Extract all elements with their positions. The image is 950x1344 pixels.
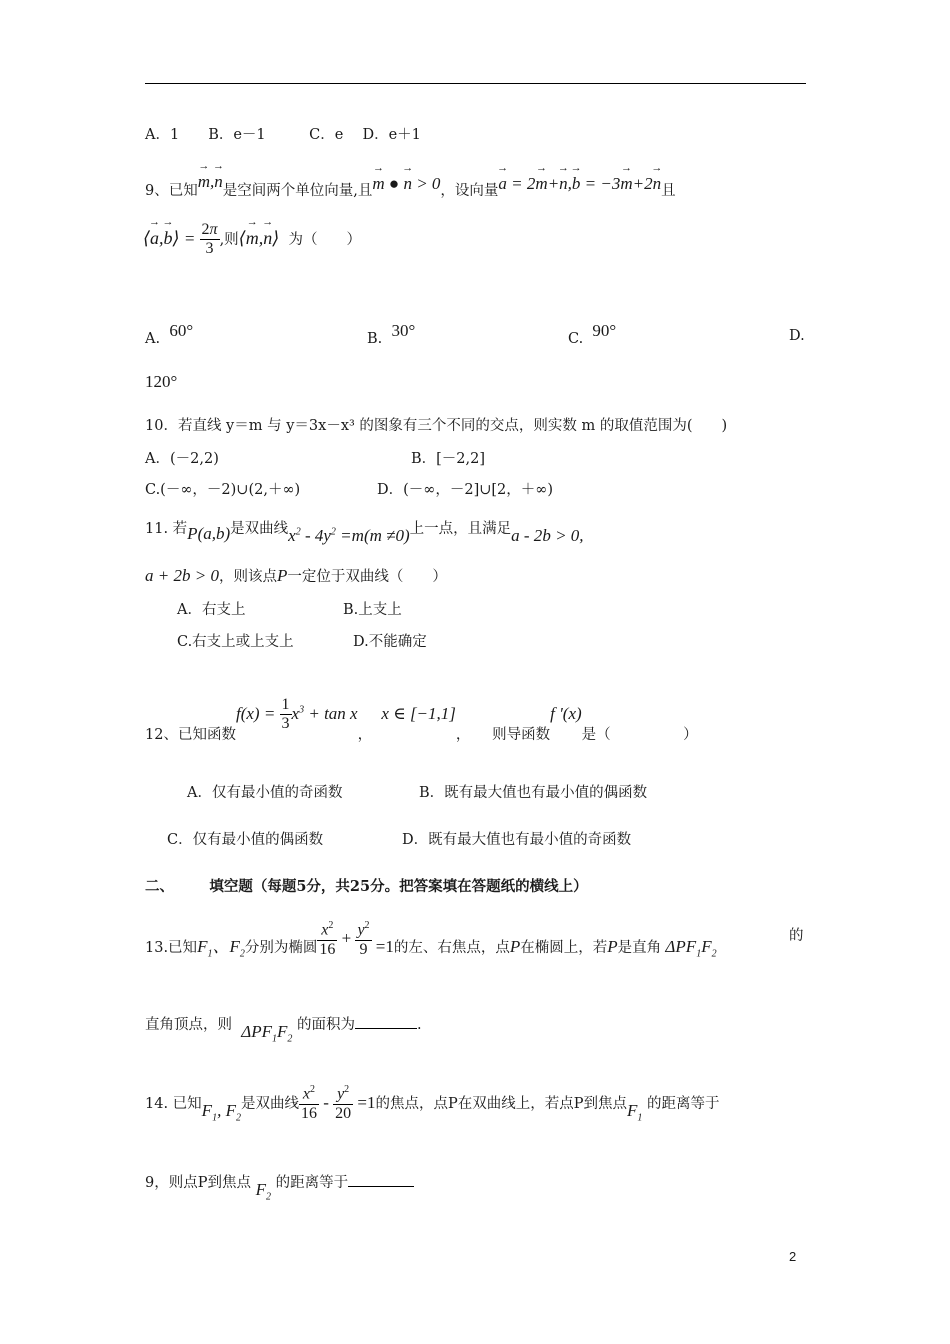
- q11-option-d: D.不能确定: [353, 634, 427, 650]
- q10-option-d: D．(－∞，－2]∪[2，＋∞): [377, 482, 554, 498]
- q13-line1-end: 的: [789, 928, 804, 944]
- q12-option-d: D．既有最大值也有最小值的奇函数: [402, 832, 632, 848]
- q9-option-d-label: D.: [789, 328, 805, 344]
- q13-line1: 13.已知$F_1$、$F_2$分别为椭圆 $\frac{x^2}{16}$ + $\frac{y^2}{9}$ =1的左、右焦点，点P在椭圆上，若P是直角 $\Delta PF_1F_2$: [145, 920, 717, 959]
- q10-stem: 10．若直线 y＝m 与 y＝3x－x³ 的图象有三个不同的交点，则实数 m 的取值范围为( ): [145, 418, 728, 434]
- q10-option-b: B．[－2,2]: [411, 451, 486, 467]
- q12-option-c: C．仅有最小值的偶函数: [167, 832, 324, 848]
- q11-option-b: B.上支上: [343, 602, 402, 618]
- q13-line2: 直角顶点，则 $\Delta PF_1F_2$ 的面积为 .: [145, 1017, 422, 1045]
- q12-line: 12、已知函数f(x) = $\frac{1}{3}$ $x^3 + \tan x$， x ∈ [−1,1]， 则导函数f '(x)是（ ）: [145, 696, 698, 743]
- q9-option-c: C. 90°: [568, 321, 617, 347]
- q9-option-a: A. 60°: [145, 321, 194, 347]
- q9-option-d-value: 120°: [145, 372, 178, 391]
- q11-option-c: C.右支上或上支上: [177, 634, 294, 650]
- section-heading: 二、 填空题（每题5分，共25分。把答案填在答题纸的横线上）: [145, 878, 588, 895]
- q10-option-c: C.(－∞，－2)∪(2,＋∞): [145, 482, 301, 498]
- q11-line1: 11. 若P(a,b)是双曲线$x^2 - 4y^2 =m(m \ne 0)$上一点，且满足a - 2b > 0,: [145, 521, 584, 545]
- q8-options: A．1 B．e－1 C．e D．e＋1: [145, 127, 421, 143]
- q10-option-a: A．(－2,2): [145, 451, 219, 467]
- page-number: 2: [789, 1249, 797, 1264]
- q14-line1: 14. 已知$F_1$, $F_2$是双曲线 $\frac{x^2}{16}$ - $\frac{y^2}{20}$ =1的焦点，点P在双曲线上，若点P到焦点$F_1$ 的距离等于: [145, 1084, 720, 1123]
- q12-option-b: B．既有最大值也有最小值的偶函数: [419, 785, 648, 801]
- header-rule: [145, 83, 806, 84]
- q12-option-a: A．仅有最小值的奇函数: [187, 785, 343, 801]
- q9-option-b: B. 30°: [367, 321, 416, 347]
- q9-line2: ⟨→ a,→ b⟩ = $\frac{2\pi}{3}$ ,则⟨→ m,→ n⟩ 为（ ）: [143, 221, 361, 259]
- q9-line1: 9、已知→ m,→ n是空间两个单位向量,且→ m ● → n > 0，设向量→ a = 2→ m+→ n,→ b = −3→ m+2→ n且: [145, 180, 676, 200]
- q11-option-a: A．右支上: [177, 602, 246, 618]
- q14-line2: 9，则点P到焦点 $F_2$ 的距离等于: [145, 1172, 414, 1195]
- q11-line2: a + 2b > 0，则该点P一定位于双曲线（ ）: [145, 566, 447, 585]
